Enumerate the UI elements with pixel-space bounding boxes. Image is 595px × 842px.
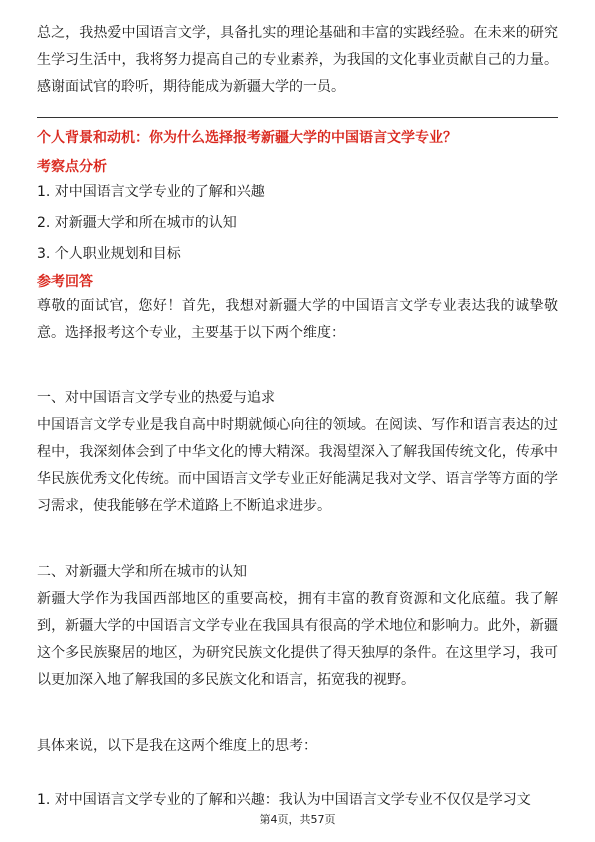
list-item: 2. 对新疆大学和所在城市的认知 (37, 215, 237, 231)
answer-title: 参考回答 (37, 274, 93, 290)
list-item: 3. 个人职业规划和目标 (37, 246, 181, 262)
section2-heading: 二、对新疆大学和所在城市的认知 (37, 564, 247, 580)
point1-text: 1. 对中国语言文学专业的了解和兴趣：我认为中国语言文学专业不仅仅是学习文 (37, 792, 531, 808)
page-footer: 第4页，共57页 (259, 813, 336, 826)
intro-paragraph: 总之，我热爱中国语言文学，具备扎实的理论基础和丰富的实践经验。在未来的研究生学习生活中，我将努力提高自己的专业素养，为我国的文化事业贡献自己的力量。感谢面试官的聆听，期待能成为新疆大学的一员。 (37, 25, 558, 95)
section2-body: 新疆大学作为我国西部地区的重要高校，拥有丰富的教育资源和文化底蕴。我了解到，新疆大学的中国语言文学专业在我国具有很高的学术地位和影响力。此外，新疆这个多民族聚居的地区，为研究民族文化提供了得天独厚的条件。在这里学习，我可以更加深入地了解我国的多民族文化和语言，拓宽我的视野。 (37, 591, 558, 688)
question-heading: 个人背景和动机：你为什么选择报考新疆大学的中国语言文学专业？ (37, 130, 457, 146)
analysis-points (37, 177, 558, 270)
answer-opening: 尊敬的面试官，您好！首先，我想对新疆大学的中国语言文学专业表达我的诚挚敬意。选择报考这个专业，主要基于以下两个维度： (37, 298, 558, 341)
analysis-title: 考察点分析 (37, 159, 107, 175)
list-item: 1. 对中国语言文学专业的了解和兴趣 (37, 184, 265, 200)
section1-heading: 一、对中国语言文学专业的热爱与追求 (37, 390, 275, 406)
specific-intro: 具体来说，以下是我在这两个维度上的思考： (37, 738, 317, 754)
section1-body: 中国语言文学专业是我自高中时期就倾心向往的领域。在阅读、写作和语言表达的过程中，我深刻体会到了中华文化的博大精深。我渴望深入了解我国传统文化，传承中华民族优秀文化传统。而中国语言文学专业正好能满足我对文学、语言学等方面的学习需求，使我能够在学术道路上不断追求进步。 (37, 417, 558, 514)
section-divider (37, 117, 558, 118)
